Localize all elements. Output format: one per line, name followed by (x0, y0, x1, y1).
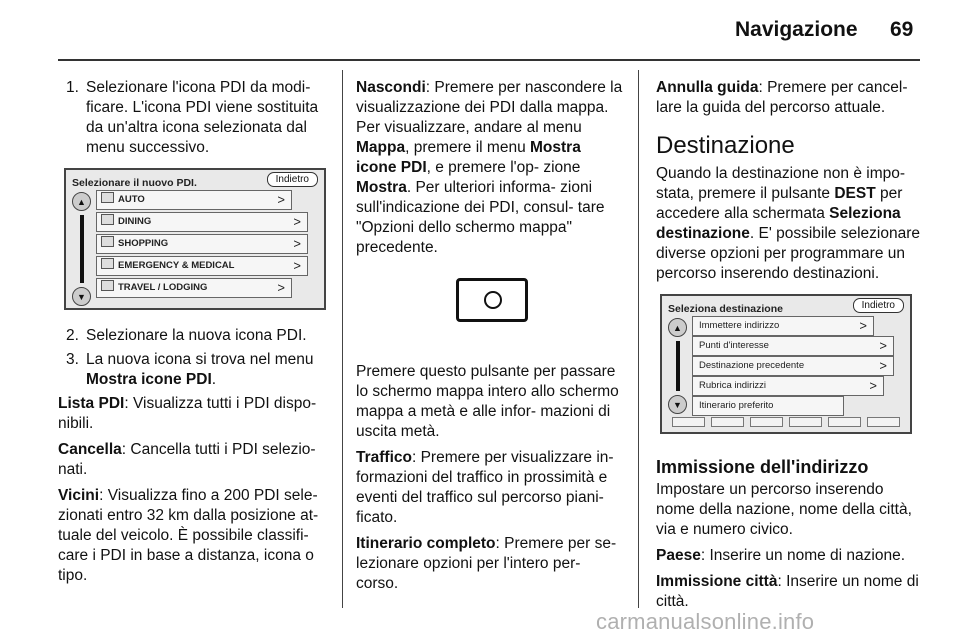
dining-icon (101, 214, 114, 225)
subsection-heading: Immissione dell'indirizzo (656, 457, 869, 477)
destination-screen-figure (660, 294, 912, 434)
definition: Traffico: Premere per visualizzare in- formazioni del traffico in prossimità e eventi del traffico sul percorso piani- ficato. (356, 449, 614, 526)
definition: Nascondi: Premere per nascondere la visualizzazione dei PDI dalla mappa. Per visualizzare, andare al menu Mappa, premere il menu Mostra icone PDI, e premere l'op- zione Mostra. Per ulteriori informa- zioni sull'indicazione dei PDI, consul- tare "Opzioni dello schermo mappa" precedente. (356, 79, 623, 256)
menu-item[interactable]: Itinerario preferito (692, 396, 844, 416)
menu-item[interactable]: Destinazione precedente > (692, 356, 894, 376)
poi-screen-figure (64, 168, 326, 310)
definition: Immissione città: Inserire un nome di città. (656, 573, 919, 610)
right-column (656, 78, 922, 618)
car-icon (101, 192, 114, 203)
section-title: Navigazione (735, 18, 858, 41)
poi-category-travel[interactable]: TRAVEL / LODGING > (96, 278, 292, 298)
scroll-up-icon[interactable]: ▲ (72, 192, 91, 211)
watermark: carmanualsonline.info (596, 609, 815, 634)
chevron-right-icon: > (869, 378, 877, 393)
paragraph: Quando la destinazione non è impo- stata, premere il pulsante DEST per accedere alla schermata Seleziona destinazione. E' possibile selezionare diverse opzioni per programmare un percorso inserendo destinazioni. (656, 165, 920, 282)
header-divider (58, 59, 920, 61)
shopping-icon (101, 236, 114, 247)
definition: Annulla guida: Premere per cancel- lare la guida del percorso attuale. (656, 79, 908, 116)
list-item: 1. Selezionare l'icona PDI da modi- ficare. L'icona PDI viene sostituita da un'altra icona selezionata dal menu successivo. (66, 79, 319, 156)
page-number: 69 (890, 18, 914, 41)
chevron-right-icon: > (859, 318, 867, 333)
middle-column-lower (356, 362, 624, 600)
definition: Vicini: Visualizza fino a 200 PDI sele- zionati entro 32 km dalla posizione at- tuale del veicolo. È possibile classifi- care i PDI in base a distanza, icona o tipo. (58, 487, 319, 584)
poi-category-emergency[interactable]: EMERGENCY & MEDICAL > (96, 256, 308, 276)
menu-item[interactable]: Punti d'interesse > (692, 336, 894, 356)
medical-icon (101, 258, 114, 269)
tab[interactable] (789, 417, 822, 427)
scroll-down-icon[interactable]: ▼ (72, 287, 91, 306)
scroll-bar[interactable] (667, 318, 689, 410)
tab[interactable] (711, 417, 744, 427)
middle-column (356, 78, 624, 264)
scroll-up-icon[interactable]: ▲ (668, 318, 687, 337)
map-toggle-icon (484, 291, 502, 309)
screen-title: Seleziona destinazione (668, 303, 783, 315)
paragraph: Premere questo pulsante per passare lo schermo mappa intero allo schermo mappa a metà e alle infor- mazioni di uscita metà. (356, 363, 619, 440)
column-divider (638, 70, 639, 608)
screen-title: Selezionare il nuovo PDI. (72, 177, 197, 189)
list-item: 2. Selezionare la nuova icona PDI. (66, 327, 307, 344)
poi-category-auto[interactable]: AUTO > (96, 190, 292, 210)
definition: Paese: Inserire un nome di nazione. (656, 547, 906, 564)
map-view-button-illustration (456, 278, 528, 322)
menu-item[interactable]: Rubrica indirizzi > (692, 376, 884, 396)
back-button[interactable]: Indietro (267, 172, 318, 187)
steps-list-b (58, 326, 328, 390)
bottom-tab-bar (672, 417, 900, 427)
scroll-bar[interactable] (71, 192, 93, 300)
tab[interactable] (672, 417, 705, 427)
list-item: 3. La nuova icona si trova nel menu Mostra icone PDI. (66, 351, 314, 388)
chevron-right-icon: > (879, 358, 887, 373)
back-button[interactable]: Indietro (853, 298, 904, 313)
section-heading: Destinazione (656, 132, 795, 159)
menu-item[interactable]: Immettere indirizzo > (692, 316, 874, 336)
tab[interactable] (750, 417, 783, 427)
definition: Itinerario completo: Premere per se- lezionare opzioni per l'intero per- corso. (356, 535, 617, 592)
chevron-right-icon: > (277, 192, 285, 207)
chevron-right-icon: > (293, 258, 301, 273)
chevron-right-icon: > (879, 338, 887, 353)
scroll-down-icon[interactable]: ▼ (668, 395, 687, 414)
poi-category-dining[interactable]: DINING > (96, 212, 308, 232)
chevron-right-icon: > (277, 280, 285, 295)
tab[interactable] (828, 417, 861, 427)
chevron-right-icon: > (293, 236, 301, 251)
hotel-icon (101, 280, 114, 291)
scroll-track (676, 341, 680, 391)
definition: Lista PDI: Visualizza tutti i PDI dispo- nibili. (58, 395, 317, 432)
chevron-right-icon: > (293, 214, 301, 229)
poi-category-shopping[interactable]: SHOPPING > (96, 234, 308, 254)
scroll-track (80, 215, 84, 283)
definition: Cancella: Cancella tutti i PDI selezio- nati. (58, 441, 316, 478)
paragraph: Impostare un percorso inserendo nome della nazione, nome della città, via e numero civico. (656, 481, 912, 538)
tab[interactable] (867, 417, 900, 427)
left-column (58, 78, 328, 592)
column-divider (342, 70, 343, 608)
steps-list-a (58, 78, 328, 158)
